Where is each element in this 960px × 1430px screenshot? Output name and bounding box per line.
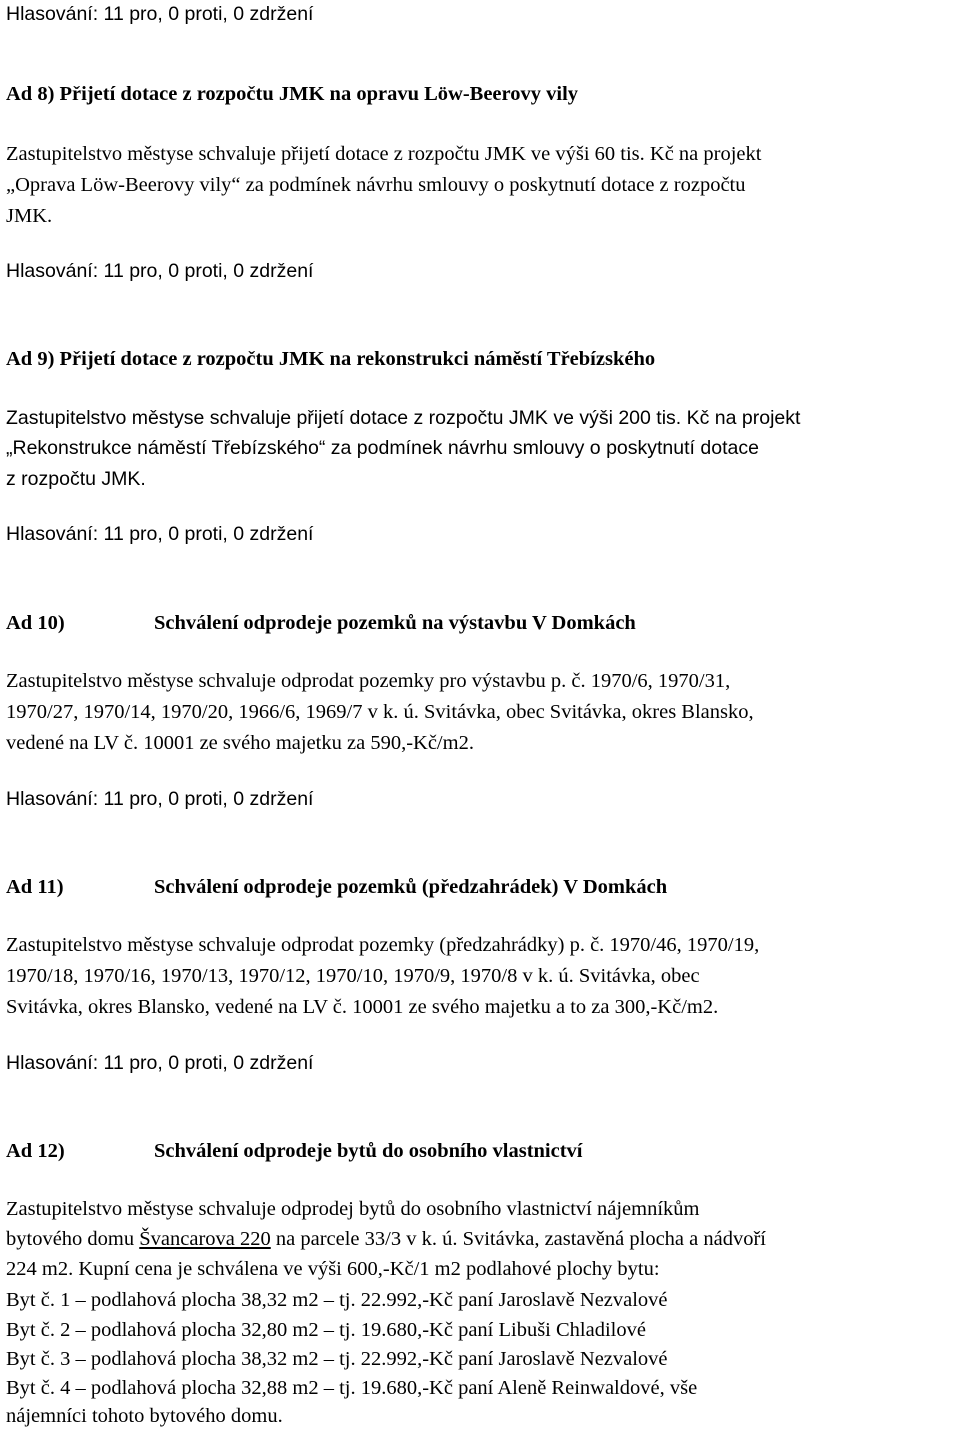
item-10-number: Ad 10) — [6, 612, 65, 634]
item-12-body-line: Byt č. 2 – podlahová plocha 32,80 m2 – tj. 19.680,-Kč paní Libuši Chladilové — [6, 1319, 646, 1341]
item-10-title: Schválení odprodeje pozemků na výstavbu V Domkách — [154, 612, 636, 634]
item-11-heading — [6, 873, 667, 901]
item-12-title: Schválení odprodeje bytů do osobního vlastnictví — [154, 1140, 583, 1162]
item-9-body-line: Zastupitelstvo městyse schvaluje přijetí dotace z rozpočtu JMK ve výši 200 tis. Kč na projekt — [6, 407, 801, 429]
vote-result: Hlasování: 11 pro, 0 proti, 0 zdržení — [6, 1052, 314, 1074]
item-10-body-line: Zastupitelstvo městyse schvaluje odprodat pozemky pro výstavbu p. č. 1970/6, 1970/31, — [6, 670, 731, 692]
item-11-number: Ad 11) — [6, 876, 64, 898]
item-9-body-line: z rozpočtu JMK. — [6, 468, 146, 490]
address-link[interactable]: Švancarova 220 — [139, 1228, 271, 1250]
item-10-heading — [6, 609, 636, 637]
item-12-body-line: Byt č. 4 – podlahová plocha 32,88 m2 – tj. 19.680,-Kč paní Aleně Reinwaldové, vše — [6, 1377, 698, 1399]
item-8-body-line: Zastupitelstvo městyse schvaluje přijetí dotace z rozpočtu JMK ve výši 60 tis. Kč na projekt — [6, 143, 762, 165]
item-9-body-line: „Rekonstrukce náměstí Třebízského“ za podmínek návrhu smlouvy o poskytnutí dotace — [6, 437, 759, 459]
vote-result: Hlasování: 11 pro, 0 proti, 0 zdržení — [6, 788, 314, 810]
item-11-body-line: Zastupitelstvo městyse schvaluje odprodat pozemky (předzahrádky) p. č. 1970/46, 1970/19, — [6, 934, 760, 956]
item-11-title: Schválení odprodeje pozemků (předzahrádek) V Domkách — [154, 876, 668, 898]
item-12-body-line: nájemníci tohoto bytového domu. — [6, 1405, 283, 1427]
vote-result: Hlasování: 11 pro, 0 proti, 0 zdržení — [6, 523, 314, 545]
item-12-body-line: Byt č. 3 – podlahová plocha 38,32 m2 – tj. 22.992,-Kč paní Jaroslavě Nezvalové — [6, 1348, 668, 1370]
item-8-heading: Ad 8) Přijetí dotace z rozpočtu JMK na opravu Löw-Beerovy vily — [6, 83, 579, 105]
item-10-body-line: 1970/27, 1970/14, 1970/20, 1966/6, 1969/7 v k. ú. Svitávka, obec Svitávka, okres Blansko, — [6, 701, 754, 723]
vote-result: Hlasování: 11 pro, 0 proti, 0 zdržení — [6, 3, 314, 25]
item-12-heading — [6, 1137, 583, 1165]
item-10-body-line: vedené na LV č. 10001 ze svého majetku za 590,-Kč/m2. — [6, 732, 474, 754]
item-12-line-prefix: bytového domu — [6, 1228, 140, 1250]
item-8-body-line: JMK. — [6, 205, 53, 227]
item-12-number: Ad 12) — [6, 1140, 65, 1162]
item-9-heading: Ad 9) Přijetí dotace z rozpočtu JMK na rekonstrukci náměstí Třebízského — [6, 348, 656, 370]
item-12-line-rest: na parcele 33/3 v k. ú. Svitávka, zastavěná plocha a nádvoří — [275, 1228, 766, 1250]
item-8-body-line: „Oprava Löw-Beerovy vily“ za podmínek návrhu smlouvy o poskytnutí dotace z rozpočtu — [6, 174, 746, 196]
item-12-body-line: 224 m2. Kupní cena je schválena ve výši 600,-Kč/1 m2 podlahové plochy bytu: — [6, 1258, 660, 1280]
vote-result: Hlasování: 11 pro, 0 proti, 0 zdržení — [6, 260, 314, 282]
item-12-body-line: Byt č. 1 – podlahová plocha 38,32 m2 – tj. 22.992,-Kč paní Jaroslavě Nezvalové — [6, 1289, 668, 1311]
item-11-body-line: 1970/18, 1970/16, 1970/13, 1970/12, 1970/10, 1970/9, 1970/8 v k. ú. Svitávka, obec — [6, 965, 700, 987]
item-12-body-line: Zastupitelstvo městyse schvaluje odprodej bytů do osobního vlastnictví nájemníkům — [6, 1198, 700, 1220]
item-12-body-line — [6, 1225, 766, 1253]
item-11-body-line: Svitávka, okres Blansko, vedené na LV č. 10001 ze svého majetku a to za 300,-Kč/m2. — [6, 996, 719, 1018]
